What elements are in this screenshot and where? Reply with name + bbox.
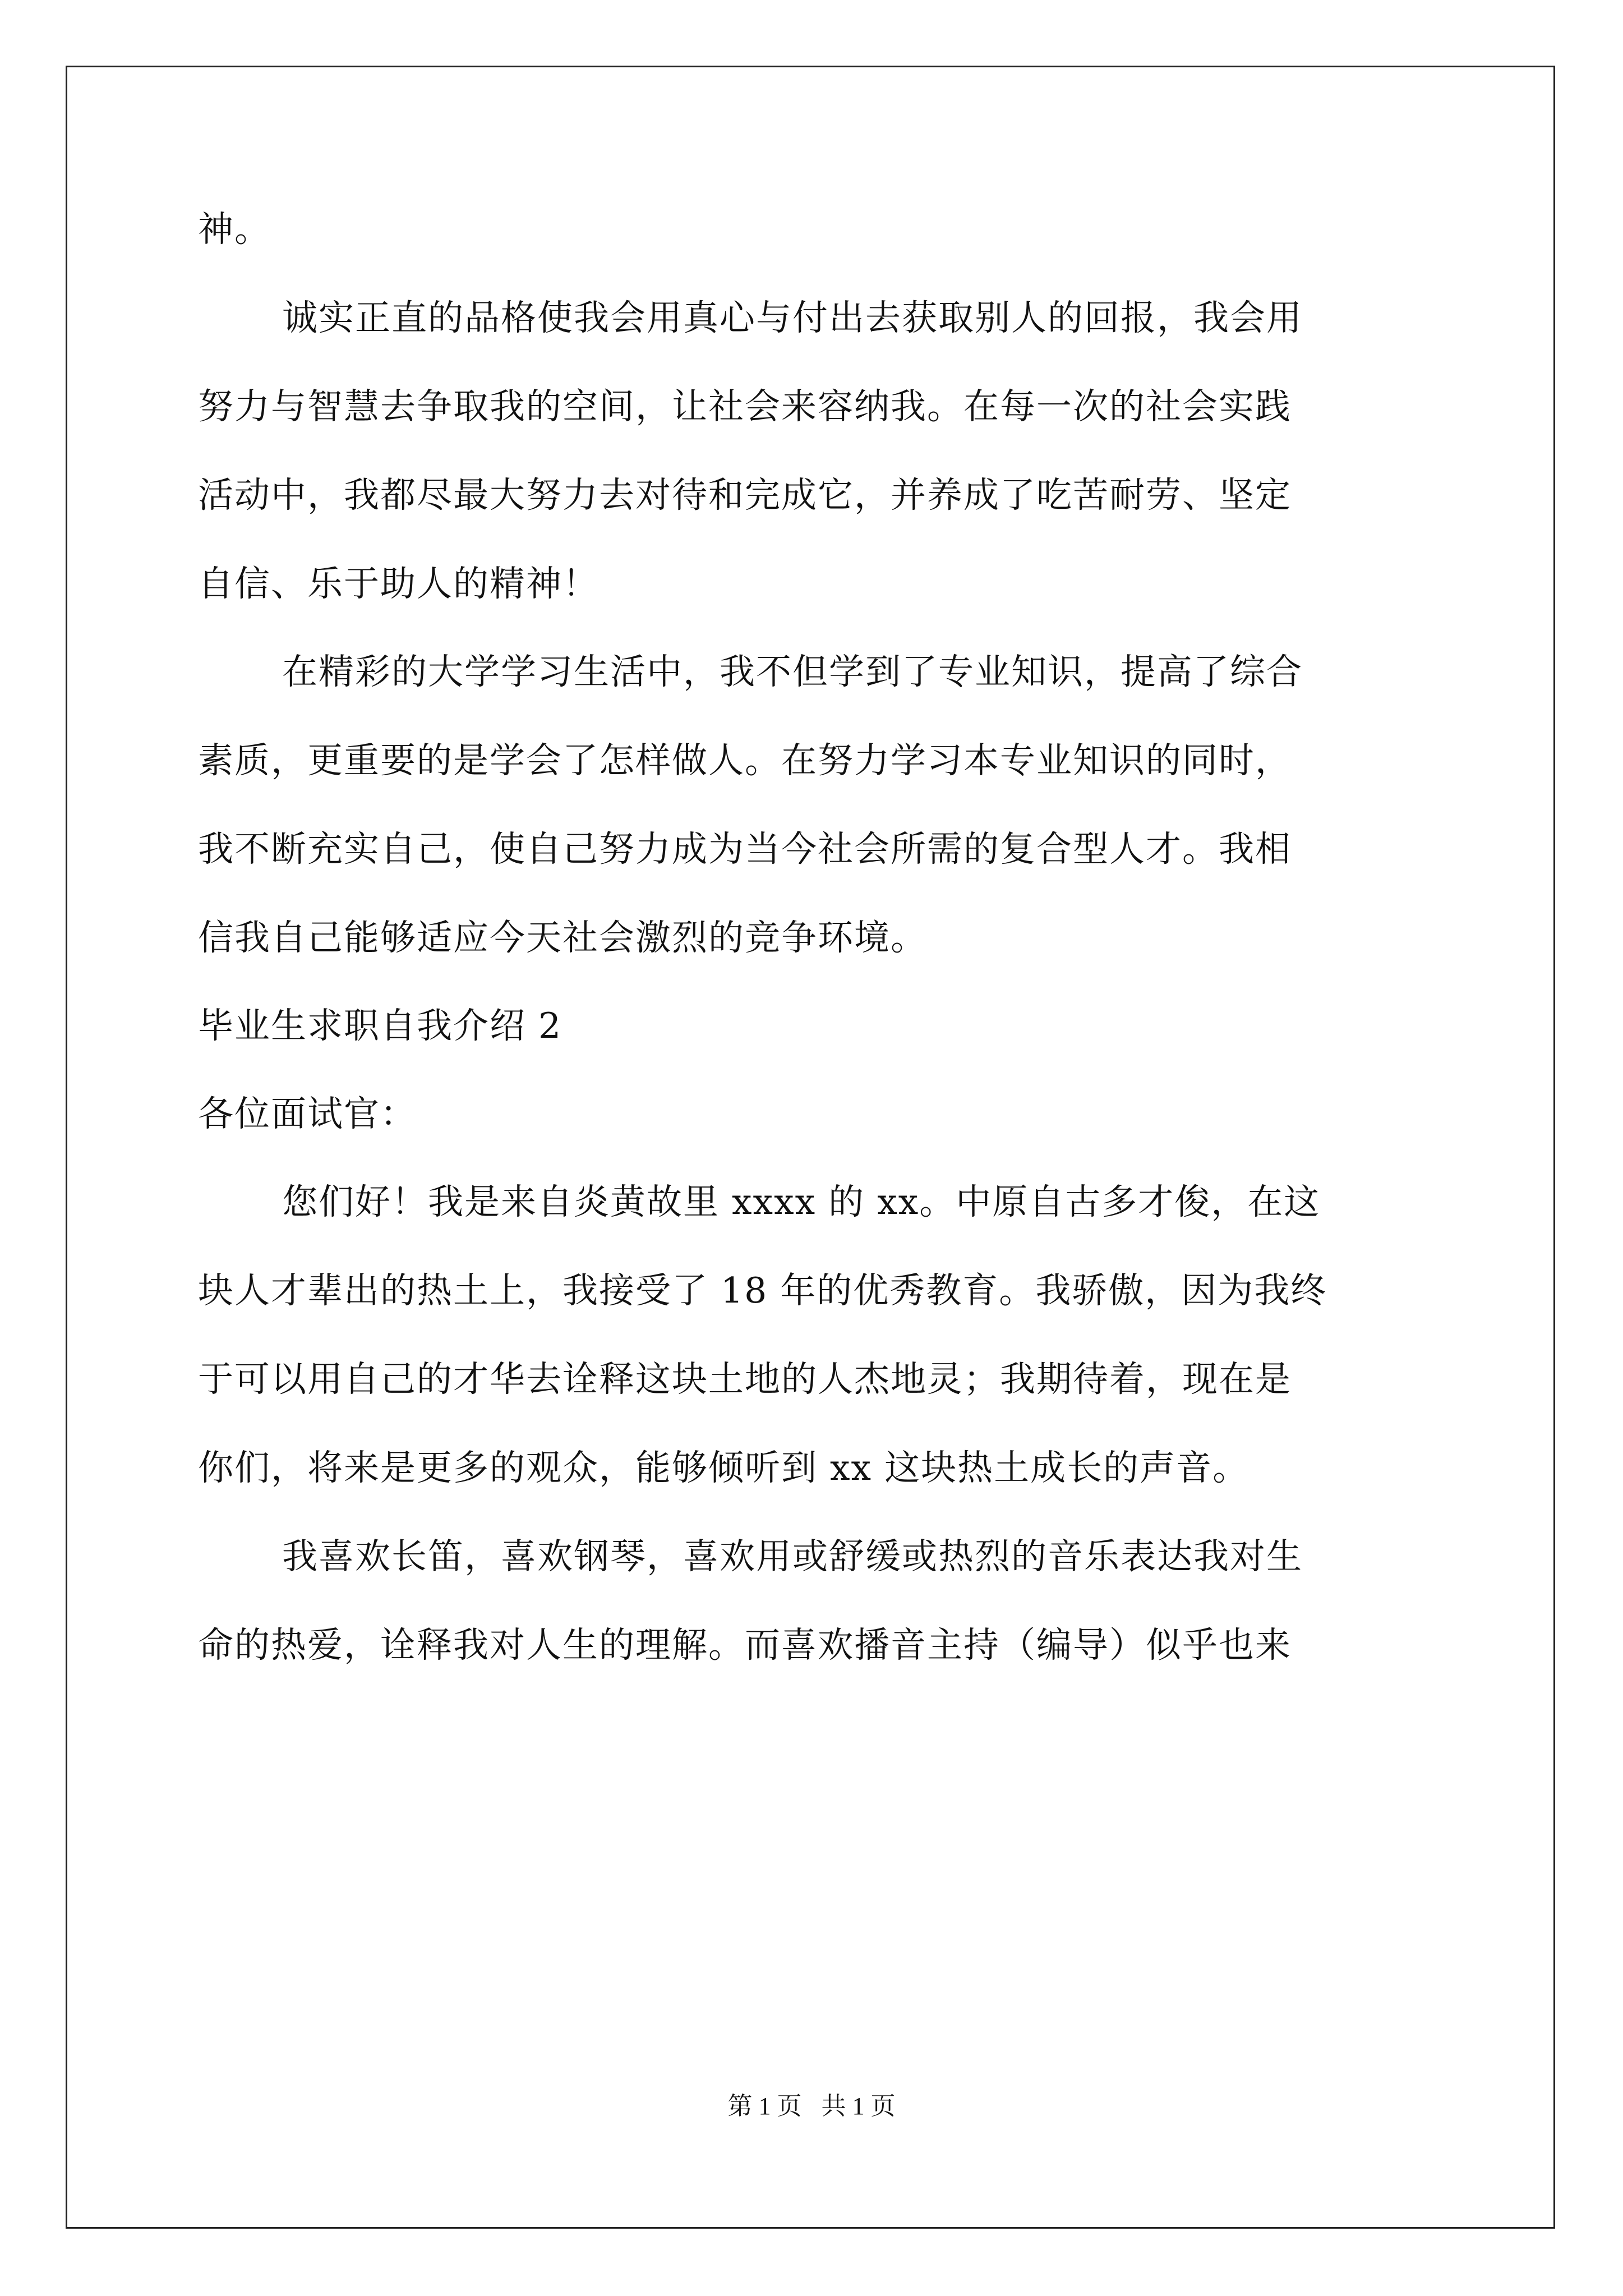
- paragraph-start-line: 诚实正直的品格使我会用真心与付出去获取别人的回报，我会用: [282, 297, 1303, 338]
- text-line: 我不断充实自己，使自己努力成为当今社会所需的复合型人才。我相: [198, 829, 1292, 869]
- salutation: 各位面试官：: [198, 1093, 417, 1134]
- paragraph-start-line: 在精彩的大学学习生活中，我不但学到了专业知识，提高了综合: [282, 651, 1303, 692]
- text-line: 神。: [198, 209, 271, 250]
- section-heading: 毕业生求职自我介绍 2: [198, 1005, 562, 1046]
- text-line: 于可以用自己的才华去诠释这块土地的人杰地灵；我期待着，现在是: [198, 1359, 1292, 1400]
- paragraph-start-line: 您们好！我是来自炎黄故里 xxxx 的 xx。中原自古多才俊，在这: [282, 1181, 1321, 1222]
- text-line: 素质，更重要的是学会了怎样做人。在努力学习本专业知识的同时，: [198, 740, 1292, 781]
- document-body: [198, 208, 1426, 1667]
- text-line: 努力与智慧去争取我的空间，让社会来容纳我。在每一次的社会实践: [198, 386, 1292, 427]
- page-footer: [0, 2092, 1623, 2120]
- page-total: 共 1 页: [821, 2092, 896, 2120]
- page-number: 第 1 页: [727, 2092, 802, 2120]
- text-line: 活动中，我都尽最大努力去对待和完成它，并养成了吃苦耐劳、坚定: [198, 475, 1292, 516]
- text-line: 自信、乐于助人的精神！: [198, 563, 599, 604]
- text-line: 块人才辈出的热土上，我接受了 18 年的优秀教育。我骄傲，因为我终: [198, 1270, 1327, 1311]
- text-line: 信我自己能够适应今天社会激烈的竞争环境。: [198, 917, 927, 958]
- text-line: 命的热爱，诠释我对人生的理解。而喜欢播音主持（编导）似乎也来: [198, 1625, 1292, 1665]
- text-line: 你们，将来是更多的观众，能够倾听到 xx 这块热土成长的声音。: [198, 1447, 1249, 1488]
- paragraph-start-line: 我喜欢长笛，喜欢钢琴，喜欢用或舒缓或热烈的音乐表达我对生: [282, 1536, 1303, 1577]
